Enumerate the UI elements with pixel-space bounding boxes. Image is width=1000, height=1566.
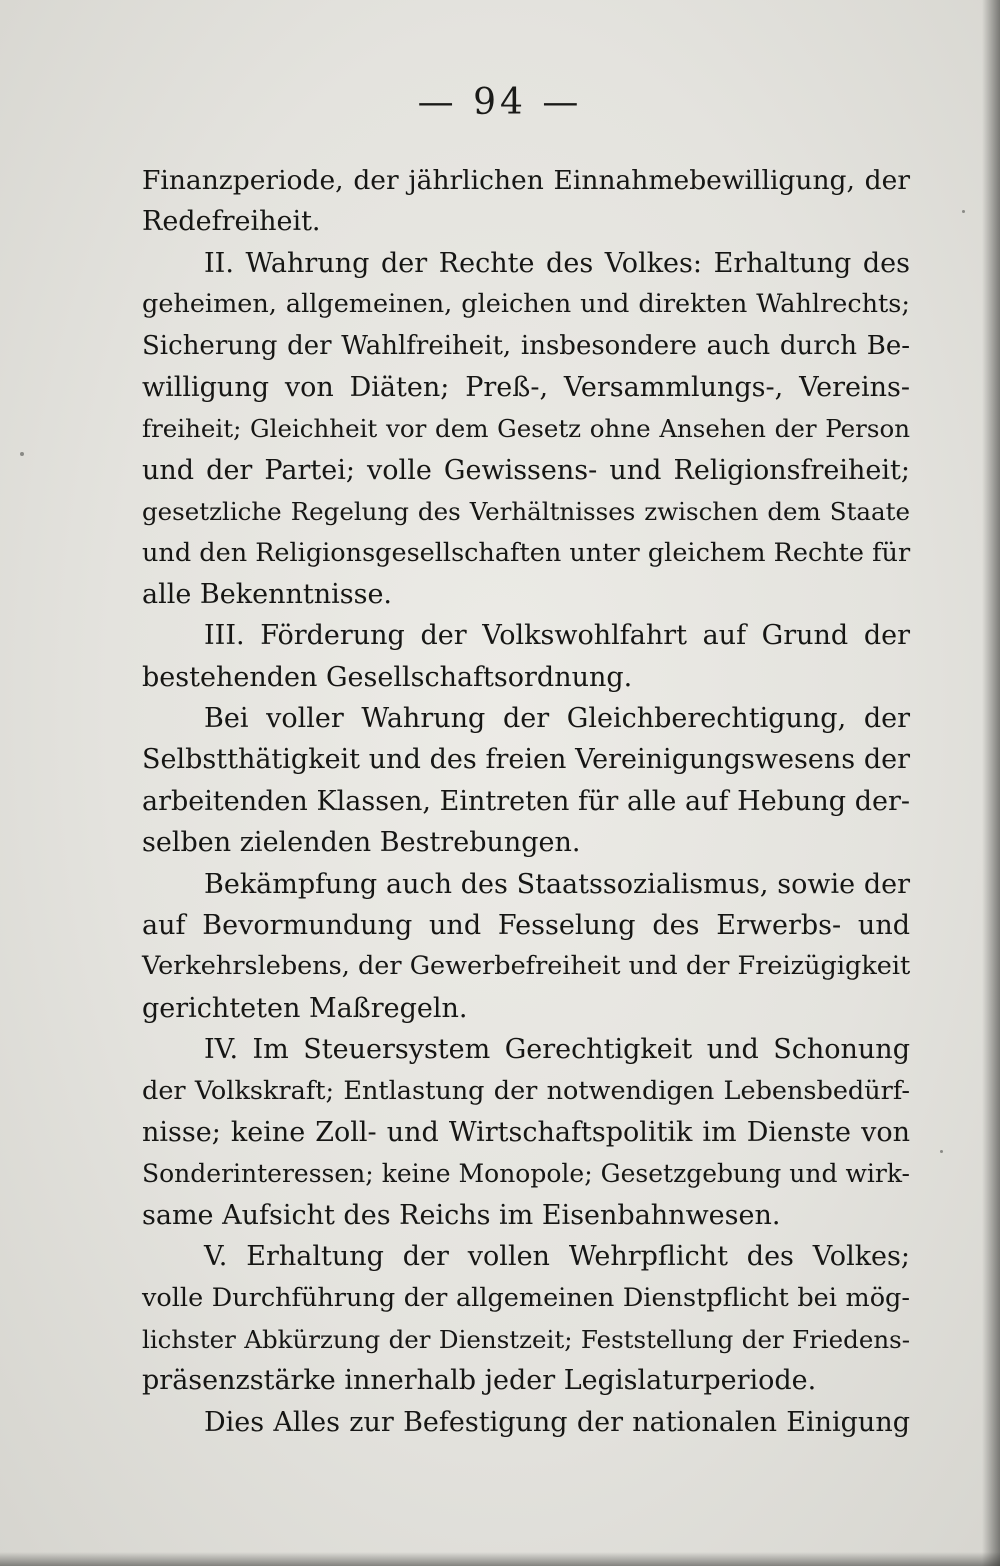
text-line: der Volkskraft; Entlastung der notwendigen Lebensbedürf-	[142, 1075, 910, 1106]
text-line: arbeitenden Klassen, Eintreten für alle auf Hebung der-	[142, 785, 910, 817]
text-line: II. Wahrung der Rechte des Volkes: Erhaltung des	[204, 247, 910, 279]
paper-speck	[20, 452, 24, 456]
text-line: Selbstthätigkeit und des freien Vereinigungswesens der	[142, 744, 910, 776]
text-line: selben zielenden Bestrebungen.	[142, 827, 581, 859]
text-line: Sonderinteressen; keine Monopole; Gesetzgebung und wirk-	[142, 1159, 910, 1189]
text-line: Dies Alles zur Befestigung der nationalen Einigung	[204, 1406, 910, 1438]
text-line: freiheit; Gleichheit vor dem Gesetz ohne Ansehen der Person	[142, 414, 910, 444]
text-line: und den Religionsgesellschaften unter gleichem Rechte für	[142, 537, 911, 568]
paper-speck	[962, 210, 965, 213]
text-line: und der Partei; volle Gewissens- und Religionsfreiheit;	[142, 454, 910, 486]
text-line: Finanzperiode, der jährlichen Einnahmebewilligung, der	[142, 165, 910, 196]
text-line: Bei voller Wahrung der Gleichberechtigung, der	[204, 703, 910, 735]
text-line: V. Erhaltung der vollen Wehrpflicht des Volkes;	[204, 1241, 910, 1273]
page-shadow-bottom	[0, 1552, 1000, 1566]
text-line: IV. Im Steuersystem Gerechtigkeit und Schonung	[204, 1034, 910, 1066]
text-line: geheimen, allgemeinen, gleichen und direkten Wahlrechts;	[142, 289, 910, 320]
text-line: gerichteten Maßregeln.	[142, 992, 468, 1024]
text-line: lichster Abkürzung der Dienstzeit; Feststellung der Friedens-	[142, 1324, 910, 1354]
page-number: — 94 —	[417, 82, 583, 123]
text-line: alle Bekenntnisse.	[142, 578, 393, 610]
text-line: volle Durchführung der allgemeinen Dienstpflicht bei mög-	[142, 1282, 910, 1313]
text-line: gesetzliche Regelung des Verhältnisses zwischen dem Staate	[142, 497, 910, 527]
text-line: Bekämpfung auch des Staatssozialismus, sowie der	[204, 868, 910, 900]
text-line: bestehenden Gesellschaftsordnung.	[142, 661, 633, 693]
body-text	[142, 160, 910, 1443]
text-line: auf Bevormundung und Fesselung des Erwerbs- und	[142, 910, 910, 942]
page-shadow-right	[982, 0, 1000, 1566]
paper-speck	[940, 1150, 943, 1153]
text-line: Redefreiheit.	[142, 206, 321, 238]
text-line: präsenzstärke innerhalb jeder Legislaturperiode.	[142, 1365, 817, 1397]
text-line: same Aufsicht des Reichs im Eisenbahnwesen.	[142, 1199, 781, 1231]
text-line: III. Förderung der Volkswohlfahrt auf Grund der	[204, 620, 910, 652]
text-line: willigung von Diäten; Preß-, Versammlungs-, Vereins-	[142, 371, 910, 403]
text-line: nisse; keine Zoll- und Wirtschaftspolitik im Dienste von	[142, 1116, 910, 1148]
text-line: Verkehrslebens, der Gewerbefreiheit und der Freizügigkeit	[142, 951, 911, 982]
text-line: Sicherung der Wahlfreiheit, insbesondere auch durch Be-	[142, 330, 910, 361]
